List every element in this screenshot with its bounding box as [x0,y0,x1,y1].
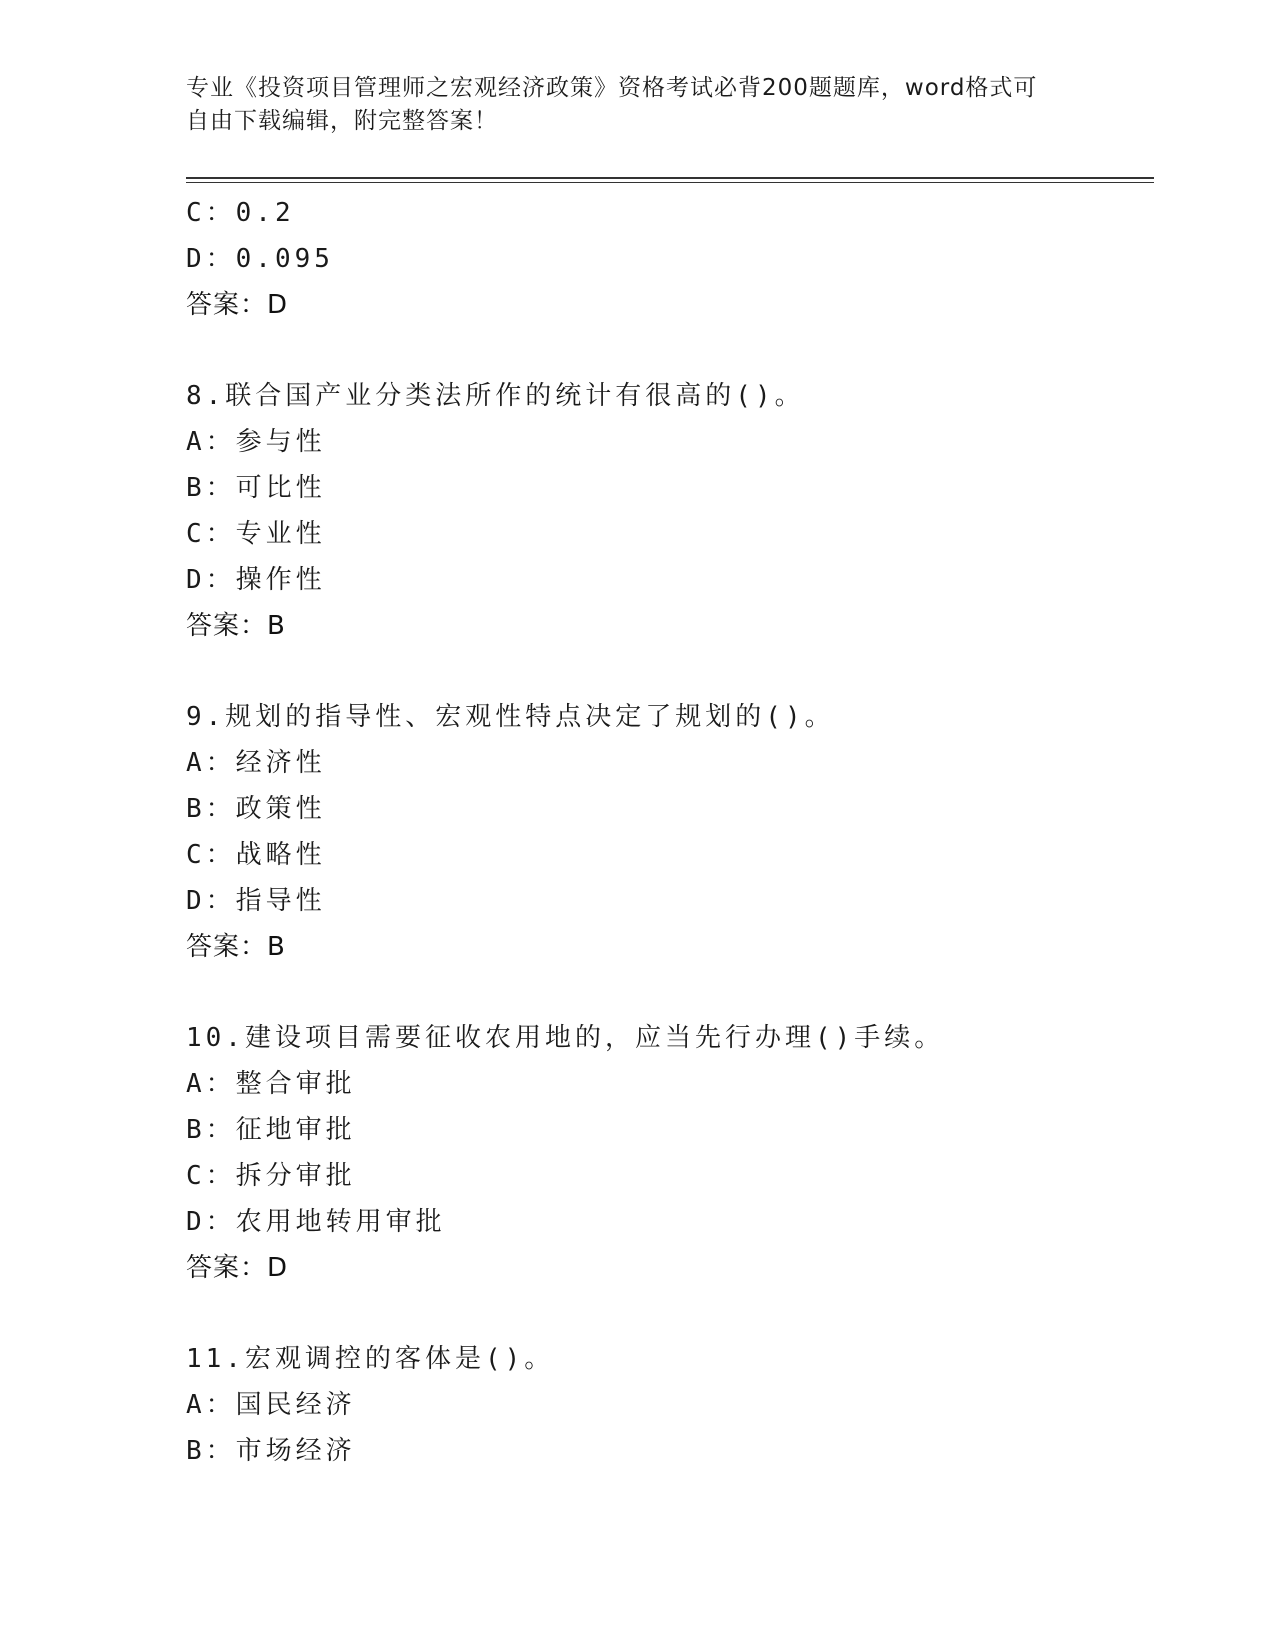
option-c: C：战略性 [186,840,326,870]
option-a: A：整合审批 [186,1069,356,1099]
question-9 [186,694,1154,970]
option-b: B：政策性 [186,794,326,824]
option-b: B：可比性 [186,473,326,503]
option-b: B：市场经济 [186,1436,356,1466]
header-divider-thick [186,177,1154,179]
header-line-1: 专业《投资项目管理师之宏观经济政策》资格考试必背200题题库，word格式可 [186,75,1038,101]
option-c: C：0.2 [186,198,295,228]
option-d: D：操作性 [186,565,326,595]
spacer [186,1291,1154,1336]
answer-line: 答案：B [186,932,286,962]
option-d: D：0.095 [186,244,334,274]
question-7-continued [186,190,1154,328]
document-header [186,72,1086,138]
option-d: D：指导性 [186,886,326,916]
answer-line: 答案：D [186,290,289,320]
spacer [186,970,1154,1015]
question-list [186,190,1154,1474]
option-a: A：经济性 [186,748,326,778]
option-a: A：国民经济 [186,1390,356,1420]
question-8 [186,373,1154,649]
answer-line: 答案：D [186,1253,289,1283]
question-stem: 11.宏观调控的客体是()。 [186,1344,555,1374]
option-c: C：拆分审批 [186,1161,356,1191]
question-11 [186,1336,1154,1474]
spacer [186,328,1154,373]
option-d: D：农用地转用审批 [186,1207,446,1237]
question-stem: 9.规划的指导性、宏观性特点决定了规划的()。 [186,702,835,732]
question-stem: 8.联合国产业分类法所作的统计有很高的()。 [186,381,805,411]
option-c: C：专业性 [186,519,326,549]
answer-line: 答案：B [186,611,286,641]
question-10 [186,1015,1154,1291]
option-b: B：征地审批 [186,1115,356,1145]
option-a: A：参与性 [186,427,326,457]
header-divider-thin [186,182,1154,183]
question-stem: 10.建设项目需要征收农用地的，应当先行办理()手续。 [186,1023,945,1053]
spacer [186,649,1154,694]
header-line-2: 自由下载编辑，附完整答案！ [186,108,498,134]
